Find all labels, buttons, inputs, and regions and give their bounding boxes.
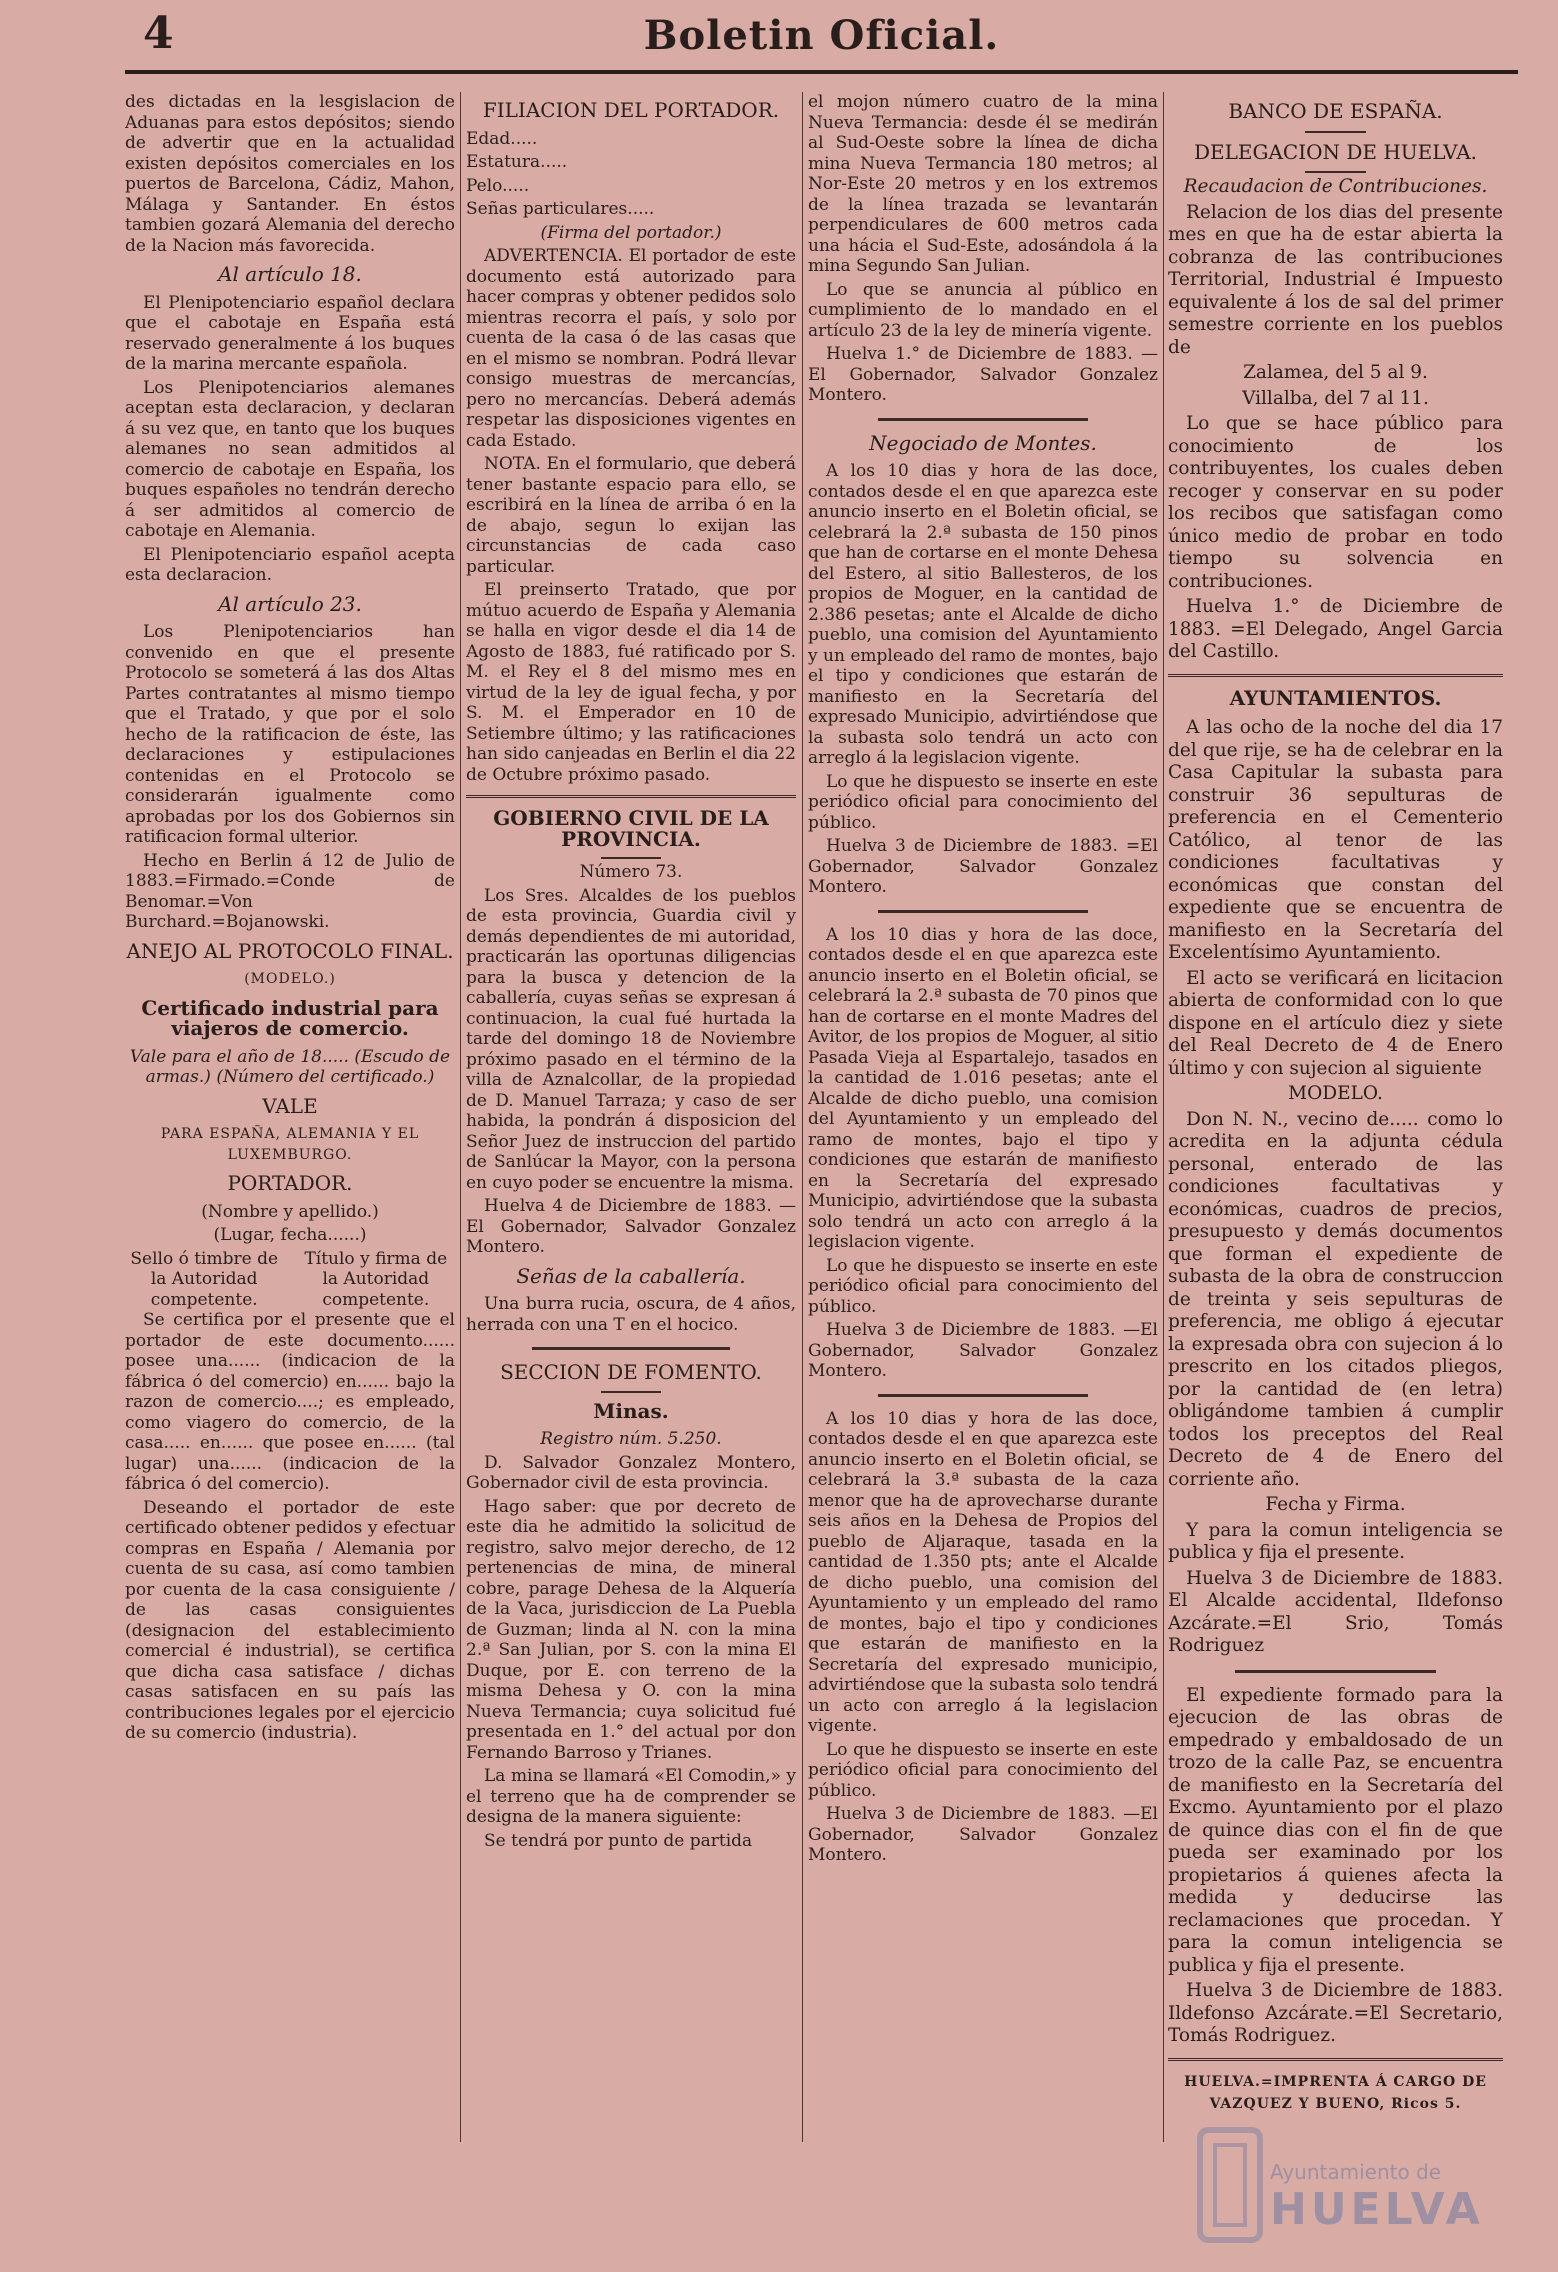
paragraph: A los 10 dias y hora de las doce, contados desde el en que aparezca este anuncio inserto en el Boletin oficial, se celebrará la 3.ª subasta de la caza menor que ha de aprovecharse durante seis años en la Dehesa de Propios del pueblo de Aljaraque, tasada en la cantidad de 1.350 pts; ante el Alcalde de dicho pueblo, una comision del Ayuntamiento y un empleado del ramo de montes, bajo el tipo y condiciones que estarán de manifiesto en la Secretaría del expresado municipio, advirtiéndose que la subasta solo tendrá un acto con arreglo á la legislacion vigente. [808, 1408, 1158, 1736]
separator [878, 910, 1088, 913]
registro-line: Registro núm. 5.250. [540, 1429, 722, 1449]
paragraph: Lo que he dispuesto se inserte en este periódico oficial para conocimiento del público. [808, 1739, 1158, 1801]
schedule-line: Villalba, del 7 al 11. [1242, 387, 1429, 409]
paragraph: des dictadas en la lesgislacion de Aduanas para estos depósitos; siendo de advertir que en la actualidad existen depósitos comerciales en los puertos de Barcelona, Cádiz, Mahon, Málaga y Santander. En éstos tambien gozará Alemania del derecho de la Nacion más favorecida. [125, 92, 455, 256]
paragraph: Huelva 4 de Diciembre de 1883. —El Gobernador, Salvador Gonzalez Montero. [466, 1196, 796, 1257]
gobierno-heading: GOBIERNO CIVIL DE LA PROVINCIA. [493, 806, 769, 851]
column-3 [808, 92, 1158, 2242]
delegacion-heading: DELEGACION DE HUELVA. [1193, 139, 1478, 164]
paragraph: Lo que he dispuesto se inserte en este periódico oficial para conocimiento del público. [808, 771, 1158, 833]
article-heading: Al artículo 23. [218, 591, 362, 616]
fecha-firma: Fecha y Firma. [1265, 1494, 1406, 1515]
vale-line: Vale para el año de 18..... (Escudo de armas.) (Número del certificado.) [129, 1046, 451, 1087]
fomento-heading: SECCION DE FOMENTO. [500, 1360, 762, 1384]
form-line: Señas particulares..... [466, 199, 655, 219]
header-rule [125, 70, 1518, 74]
vale-heading: VALE [262, 1093, 318, 1118]
banco-heading: BANCO DE ESPAÑA. [1228, 99, 1443, 123]
column-2 [466, 92, 796, 2242]
paragraph: Y para la comun inteligencia se publica y fija el presente. [1168, 1519, 1503, 1563]
filiacion-heading: FILIACION DEL PORTADOR. [482, 98, 780, 122]
vale-para: PARA ESPAÑA, ALEMANIA Y EL LUXEMBURGO. [160, 1126, 420, 1163]
numero-label: Número 73. [579, 862, 683, 882]
separator [532, 1347, 730, 1350]
watermark-line2: HUELVA [1270, 2184, 1484, 2235]
column-4 [1168, 92, 1503, 2242]
sello-label: Sello ó timbre de la Autoridad competente. [130, 1248, 279, 1310]
recaudacion-heading: Recaudacion de Contribuciones. [1183, 176, 1488, 197]
paragraph: Se certifica por el presente que el portador de este documento...... posee una...... (indicacion de la fábrica ó del comercio) en...... bajo la razon de comercio....; es empleado, como viagero do comercio, de la casa..... en...... que posee en...... (tal lugar) una...... (indicacion de la fábrica ó del comercio). [125, 1310, 455, 1494]
paragraph: Huelva 1.° de Diciembre de 1883. =El Delegado, Angel Garcia del Castillo. [1168, 596, 1503, 662]
paragraph: El Plenipotenciario español declara que el cabotaje en España está reservado generalmente á los buques de la marina mercante española. [125, 292, 455, 374]
nombre-line: (Nombre y apellido.) [201, 1201, 379, 1222]
form-line: Edad..... [466, 128, 538, 149]
paragraph: ADVERTENCIA. El portador de este documento está autorizado para hacer compras y obtener pedidos solo mientras recorra el país, y solo por cuenta de la casa ó de las casas que en el mismo se nombran. Podrá llevar consigo muestras de mercancías, pero no mercancías. Deberá además respetar las disposiciones vigentes en cada Estado. [466, 246, 796, 451]
column-divider [1163, 92, 1164, 2142]
watermark-line1: Ayuntamiento de [1270, 2160, 1442, 2184]
imprenta-line: HUELVA.=IMPRENTA Á CARGO DE VAZQUEZ Y BUENO, Ricos 5. [1184, 2073, 1487, 2112]
paragraph: Huelva 1.° de Diciembre de 1883. —El Gobernador, Salvador Gonzalez Montero. [808, 344, 1158, 405]
paragraph: A los 10 dias y hora de las doce, contados desde el en que aparezca este anuncio inserto en el Boletin oficial, se celebrará la 2.ª subasta de 150 pinos que han de cortarse en el monte Dehesa del Estero, al sitio Ballesteros, de los propios de Moguer, en la cantidad de 2.386 pesetas; ante el Alcalde de dicho pueblo, una comision del Ayuntamiento y un empleado del ramo de montes, bajo el tipo y condiciones que estarán de manifiesto en la Secretaría del expresado Municipio, advirtiéndose que la subasta solo tendrá un acto con arreglo á la legislacion vigente. [808, 461, 1158, 768]
paragraph: Huelva 3 de Diciembre de 1883. —El Gobernador, Salvador Gonzalez Montero. [808, 1804, 1158, 1865]
section-rule [1168, 2058, 1503, 2061]
paragraph: Deseando el portador de este certificado obtener pedidos y efectuar compras en España / Alemania por cuenta de su casa, así como tambien por cuenta de la casa consiguiente / de las casas consiguientes (designacion del establecimiento comercial é industrial), se certifica que dicha casa satisface / dichas casas satisfacen en su país las contribuciones legales por el ejercicio de su comercio (industria). [125, 1497, 455, 1743]
section-rule [1168, 674, 1503, 677]
paragraph: Hago saber: que por decreto de este dia he admitido la solicitud de registro, salvo mejor derecho, de 12 pertenencias de mina, de mineral cobre, parage Dehesa de la Alquería de la Vaca, jurisdiccion de La Puebla de Guzman; linda al N. con la mina 2.ª San Julian, por S. con la mina El Duque, por E. con terreno de la misma Dehesa y O. con la mina Nueva Termancia; cuya solicitud fué presentada en 1.° del actual por don Fernando Barroso y Trianes. [466, 1496, 796, 1763]
paragraph: El acto se verificará en licitacion abierta de conformidad con lo que dispone en el artículo diez y siete del Real Decreto de 4 de Enero último y con sujecion al siguiente [1168, 967, 1503, 1079]
page-header [125, 0, 1518, 72]
portador-heading: PORTADOR. [227, 1171, 353, 1195]
paragraph: El expediente formado para la ejecucion de las obras de empedrado y embaldosado de un trozo de la calle Paz, se encuentra de manifiesto en la Secretaría del Excmo. Ayuntamiento por el plazo de quince dias con el fin de que pueda ser examinado por los propietarios á quienes afecta la medida y deducirse las reclamaciones que procedan. Y para la comun inteligencia se publica y fija el presente. [1168, 1684, 1503, 1976]
dash-rule [601, 1391, 660, 1393]
paragraph: Huelva 3 de Diciembre de 1883. Ildefonso Azcárate.=El Secretario, Tomás Rodriguez. [1168, 1980, 1503, 2046]
dash-rule [1305, 171, 1365, 173]
page-number: 4 [143, 8, 174, 59]
form-line: Estatura..... [466, 152, 568, 172]
negociado-heading: Negociado de Montes. [869, 430, 1097, 455]
paragraph: Se tendrá por punto de partida [484, 1830, 753, 1851]
paragraph: Los Plenipotenciarios alemanes aceptan esta declaracion, y declaran á su vez que, en tanto que los buques alemanes no sean admitidos al comercio de cabotaje en España, los buques españoles no tendrán derecho á ser admitidos al comercio de cabotaje en Alemania. [125, 377, 455, 541]
paragraph: El Plenipotenciario español acepta esta declaracion. [125, 544, 455, 585]
paragraph: NOTA. En el formulario, que deberá tener bastante espacio para ello, se escribirá en la línea de arriba ó en la de abajo, segun lo exijan las circunstancias de cada caso particular. [466, 454, 796, 577]
schedule-line: Zalamea, del 5 al 9. [1243, 362, 1428, 383]
newspaper-title: Boletin Oficial. [643, 12, 1000, 59]
modelo-heading: MODELO. [1288, 1083, 1383, 1104]
firma-line: (Firma del portador.) [540, 222, 722, 243]
paragraph: D. Salvador Gonzalez Montero, Gobernador civil de esta provincia. [466, 1452, 796, 1493]
dash-rule [1305, 131, 1365, 133]
paragraph: La mina se llamará «El Comodin,» y el terreno que ha de comprender se designa de la manera siguiente: [466, 1766, 796, 1827]
ayuntamientos-heading: AYUNTAMIENTOS. [1229, 685, 1442, 710]
paragraph: Relacion de los dias del presente mes en que ha de estar abierta la cobranza de las contribuciones Territorial, Industrial é Impuesto equivalente á los de sal del primer semestre corriente en los pueblos de [1168, 201, 1503, 358]
column-divider [460, 92, 461, 2142]
paragraph: Don N. N., vecino de..... como lo acredita en la adjunta cédula personal, enterado de las condiciones facultativas y económicas, cuadros de precios, presupuesto y demás documentos que forman el expediente de subasta de la obra de construccion de treinta y seis sepulturas de preferencia, me obligo á ejecutar la expresada obra con sujecion á lo prescrito en los citados pliegos, por la cantidad de (en letra) obligándome tambien á cumplir todos los preceptos del Real Decreto de 4 de Enero del corriente año. [1168, 1108, 1503, 1490]
modelo-label: (MODELO.) [244, 971, 336, 987]
paragraph: Hecho en Berlin á 12 de Julio de 1883.=Firmado.=Conde de Benomar.=Von Burchard.=Bojanowski. [125, 850, 455, 932]
watermark [1270, 2160, 1484, 2235]
paragraph: Huelva 3 de Diciembre de 1883. El Alcalde accidental, Ildefonso Azcárate.=El Srio, Tomás Rodriguez [1168, 1567, 1503, 1656]
paragraph: A las ocho de la noche del dia 17 del que rije, se ha de celebrar en la Casa Capitular la subasta para construir 36 sepulturas de preferencia en el Cementerio Católico, al tenor de las condiciones facultativas y económicas que constan del expediente que se encuentra de manifiesto en la Secretaría del Excelentísimo Ayuntamiento. [1168, 717, 1503, 963]
section-rule [466, 795, 796, 798]
paragraph: Lo que se anuncia al público en cumplimiento de lo mandado en el artículo 23 de la ley de minería vigente. [808, 279, 1158, 341]
certificate-title: Certificado industrial para viajeros de comercio. [141, 995, 439, 1040]
paragraph: Lo que se hace público para conocimiento de los contribuyentes, los cuales deben recoger y conservar en su poder los recibos que satisfagan como único medio de probar en todo tiempo su solvencia en contribuciones. [1168, 413, 1503, 592]
article-heading: Al artículo 18. [218, 262, 362, 286]
paragraph: Los Sres. Alcaldes de los pueblos de esta provincia, Guardia civil y demás dependientes de mi autoridad, practicarán las oportunas diligencias para la busca y detencion de la caballería, cuyas señas se expresan á continuacion, la cual fué hurtada la tarde del domingo 18 de Noviembre próximo pasado en el término de la villa de Aznalcollar, de la propiedad de D. Manuel Tarraza; y caso de ser habida, la pondrán á disposicion del Señor Juez de instruccion del partido de Sanlúcar la Mayor, con la persona en cuyo poder se encuentre la misma. [466, 885, 796, 1193]
signature-block [125, 1249, 455, 1311]
paragraph: el mojon número cuatro de la mina Nueva Termancia: desde él se medirán al Sud-Oeste sobre la línea de dicha mina Nueva Termancia 180 metros; al Nor-Este 20 metros y en los extremos de la línea trazada se levantarán perpendiculares de 600 metros cada una hácia el Sud-Este, adosándola á la mina Segundo San Julian. [808, 92, 1158, 276]
minas-heading: Minas. [593, 1398, 669, 1423]
titulo-label: Título y firma de la Autoridad competente. [304, 1248, 448, 1310]
separator [878, 1394, 1088, 1397]
paragraph: Huelva 3 de Diciembre de 1883. =El Gobernador, Salvador Gonzalez Montero. [808, 836, 1158, 897]
paragraph: Una burra rucia, oscura, de 4 años, herrada con una T en el hocico. [466, 1294, 796, 1335]
paragraph: Lo que he dispuesto se inserte en este periódico oficial para conocimiento del público. [808, 1255, 1158, 1317]
dash-rule [601, 857, 660, 859]
paragraph: A los 10 dias y hora de las doce, contados desde el en que aparezca este anuncio inserto en el Boletin oficial, se celebrará la 2.ª subasta de 70 pinos que han de cortarse en el monte Madres del Avitor, de los propios de Moguer, al sitio Pasada Vieja al Espartalejo, tasados en la cantidad de 1.016 pesetas; ante el Alcalde de dicho pueblo, una comision del Ayuntamiento y un empleado del ramo de montes, bajo el tipo y condiciones que estarán de manifiesto en la Secretaría del expresado Municipio, advirtiéndose que la subasta solo tendrá un acto con arreglo á la legislacion vigente. [808, 924, 1158, 1252]
column-divider [802, 92, 803, 2142]
lugar-line: (Lugar, fecha......) [213, 1225, 367, 1245]
column-1 [125, 92, 455, 2242]
paragraph: Los Plenipotenciarios han convenido en que el presente Protocolo se someterá á las dos Altas Partes contratantes al mismo tiempo que el Tratado, y que por el solo hecho de la ratificacion de éste, las declaraciones y estipulaciones contenidas en el Protocolo se considerarán igualmente como aprobadas por los dos Gobiernos sin ratificacion formal ulterior. [125, 622, 455, 847]
paragraph: Huelva 3 de Diciembre de 1883. —El Gobernador, Salvador Gonzalez Montero. [808, 1320, 1158, 1381]
separator [1235, 1670, 1436, 1673]
separator [878, 418, 1088, 421]
paragraph: El preinserto Tratado, que por mútuo acuerdo de España y Alemania se halla en vigor desde el dia 14 de Agosto de 1883, fué ratificado por S. M. el Rey el 8 del mismo mes en virtud de la ley de igual fecha, y por S. M. el Emperador en 10 de Setiembre último; y las ratificaciones han sido canjeadas en Berlin el dia 22 de Octubre próximo pasado. [466, 580, 796, 785]
form-line: Pelo..... [466, 175, 530, 196]
senas-heading: Señas de la caballería. [516, 1263, 746, 1288]
anejo-heading: ANEJO AL PROTOCOLO FINAL. [126, 938, 454, 963]
